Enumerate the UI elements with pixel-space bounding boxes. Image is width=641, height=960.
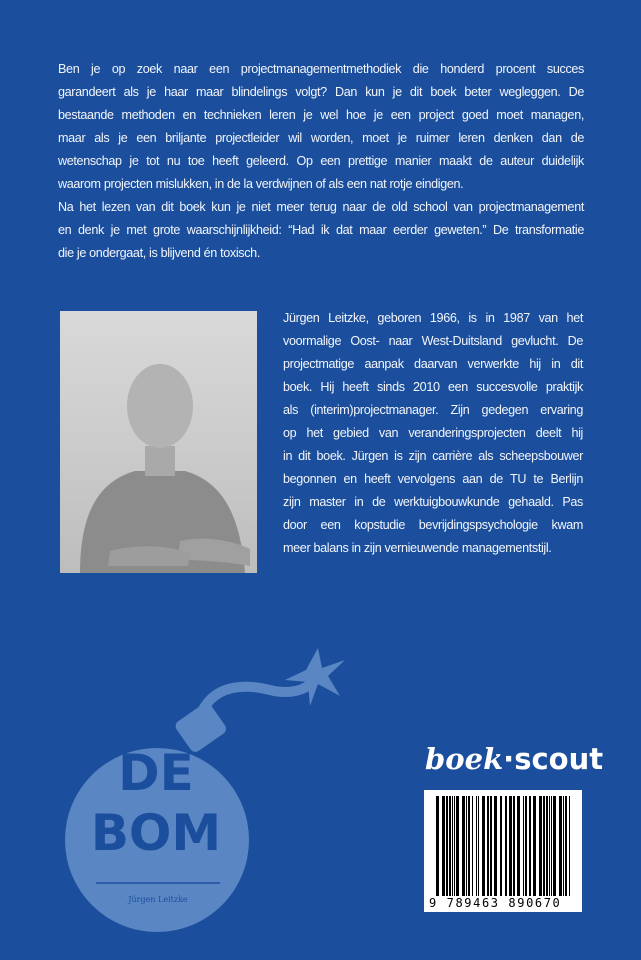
barcode-bar (446, 796, 448, 896)
text-line: boek. Hij heeft sinds 2010 een succesvolle praktijk (283, 380, 583, 394)
text-line: als (interim)projectmanager. Zijn gedegen ervaring (283, 403, 583, 417)
barcode-bar (559, 796, 562, 896)
publisher-logo-part2: scout (514, 742, 604, 776)
barcode-bar (494, 796, 497, 896)
barcode (424, 790, 582, 912)
text-line: door een kopstudie bevrijdingspsychologie kwam (283, 518, 583, 532)
barcode-bar (563, 796, 564, 896)
barcode-bar (490, 796, 492, 896)
author-bio (283, 307, 583, 560)
author-photo (60, 311, 257, 573)
barcode-bar (513, 796, 515, 896)
barcode-bar (454, 796, 455, 896)
text-line: op het gebied van veranderingsprojecten deelt hij (283, 426, 583, 440)
text-line: in dit boek. Jürgen is zijn carrière als scheepsbouwer (283, 449, 583, 463)
barcode-bar (533, 796, 536, 896)
barcode-bar (466, 796, 467, 896)
text-line: begonnen en heeft vervolgens aan de TU te Berlijn (283, 472, 583, 486)
barcode-bar (517, 796, 520, 896)
barcode-bar (553, 796, 556, 896)
logo-title-de: DE (118, 744, 194, 802)
text-line: Ben je op zoek naar een projectmanagementmethodiek die honderd procent succes (58, 62, 584, 76)
text-line: garandeert als je haar maar blindelings volgt? Dan kun je dit boek beter wegleggen. De (58, 85, 584, 99)
barcode-bar (449, 796, 451, 896)
text-line: voormalige Oost- naar West-Duitsland gevlucht. De (283, 334, 583, 348)
barcode-bar (549, 796, 550, 896)
logo-title-bom: BOM (90, 804, 222, 862)
text-line: Na het lezen van dit boek kun je niet meer terug naar de old school van projectmanagement (58, 200, 584, 214)
text-line: maar als je een briljante projectleider wil worden, moet je ruimer leren denken dan de (58, 131, 584, 145)
barcode-bar (487, 796, 489, 896)
barcode-bar (452, 796, 453, 896)
text-line: waarom projecten mislukken, in de la verdwijnen of als een nat rotje eindigen. (58, 177, 464, 191)
barcode-bar (462, 796, 465, 896)
barcode-bar (569, 796, 570, 896)
barcode-bar (505, 796, 507, 896)
barcode-bar (525, 796, 527, 896)
text-line: en denk je met grote waarschijnlijkheid: “Had ik dat maar eerder geweten.” De transformatie (58, 223, 584, 237)
publisher-logo (425, 742, 603, 776)
barcode-bar (476, 796, 477, 896)
text-line: die je ondergaat, is blijvend én toxisch. (58, 246, 260, 260)
text-line: projectmatige aanpak daarvan verwerkte hij in dit (283, 357, 583, 371)
barcode-bars (424, 790, 582, 912)
barcode-bar (442, 796, 445, 896)
barcode-bar (546, 796, 548, 896)
blurb-paragraph (58, 58, 584, 265)
text-line: Jürgen Leitzke, geboren 1966, is in 1987 van het (283, 311, 583, 325)
text-line: zijn master in de werktuigbouwkunde gehaald. Pas (283, 495, 583, 509)
barcode-bar (478, 796, 479, 896)
barcode-bar (500, 796, 502, 896)
barcode-bar (539, 796, 542, 896)
barcode-bar (456, 796, 459, 896)
barcode-bar (543, 796, 545, 896)
publisher-logo-dot: · (503, 742, 515, 776)
bomb-logo (0, 640, 360, 960)
text-line: wetenschap je tot nu toe heeft geleerd. Op een prettige manier maakt de auteur duidelijk (58, 154, 584, 168)
barcode-bar (509, 796, 512, 896)
barcode-bar (472, 796, 473, 896)
barcode-bar (529, 796, 531, 896)
publisher-logo-part1: boek (425, 742, 504, 776)
text-line: bestaande methoden en technieken leren je wel hoe je een project goed moet managen, (58, 108, 584, 122)
barcode-bar (523, 796, 524, 896)
barcode-bar (565, 796, 567, 896)
logo-author: Jürgen Leitzke (128, 895, 188, 904)
barcode-bar (551, 796, 552, 896)
barcode-bar (436, 796, 439, 896)
barcode-bar (482, 796, 485, 896)
text-line: meer balans in zijn vernieuwende managementstijl. (283, 541, 552, 555)
isbn-number: 9 789463 890670 (429, 896, 562, 910)
barcode-bar (468, 796, 470, 896)
